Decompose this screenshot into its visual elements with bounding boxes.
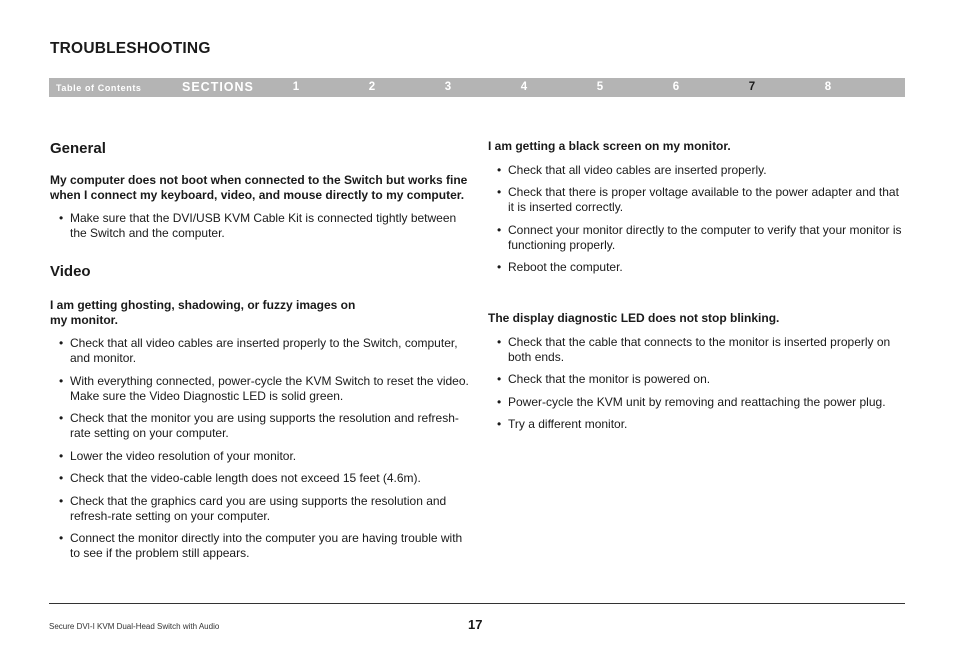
section-link-7[interactable]: 7 [748, 81, 756, 93]
general-heading: General [50, 140, 106, 157]
list-item: • Check that the monitor you are using supports the resolution and refresh-rate setting on your computer. [50, 411, 475, 441]
video-heading: Video [50, 263, 91, 280]
general-bullet-list [50, 211, 475, 241]
right-column [488, 139, 904, 440]
video-question-line-2: my monitor. [50, 312, 119, 327]
video-question-line-1: I am getting ghosting, shadowing, or fuzzy images on [50, 298, 356, 312]
list-item: • Check that the graphics card you are using supports the resolution and refresh-rate setting on your computer. [50, 494, 475, 524]
list-item: • Check that all video cables are inserted properly. [488, 163, 904, 178]
footer-divider [49, 603, 905, 604]
section-nav-bar [49, 78, 905, 97]
list-item: • Check that there is proper voltage available to the power adapter and that it is inserted correctly. [488, 185, 904, 215]
list-item: • Make sure that the DVI/USB KVM Cable Kit is connected tightly between the Switch and the computer. [50, 211, 475, 241]
video-question [50, 298, 475, 327]
list-item: • Reboot the computer. [488, 260, 904, 275]
list-item: • Check that the video-cable length does not exceed 15 feet (4.6m). [50, 471, 475, 486]
section-link-3[interactable]: 3 [444, 81, 452, 93]
general-question: My computer does not boot when connected to the Switch but works fine when I connect my keyboard, video, and mouse directly to my computer. [50, 173, 468, 202]
section-link-8[interactable]: 8 [824, 81, 832, 93]
section-link-1[interactable]: 1 [292, 81, 300, 93]
list-item: • Connect the monitor directly into the computer you are having trouble with to see if the problem still appears. [50, 531, 475, 561]
video-bullet-list [50, 336, 475, 561]
list-item: • With everything connected, power-cycle the KVM Switch to reset the video. Make sure the Video Diagnostic LED is solid green. [50, 374, 475, 404]
section-link-2[interactable]: 2 [368, 81, 376, 93]
section-link-6[interactable]: 6 [672, 81, 680, 93]
list-item: • Connect your monitor directly to the computer to verify that your monitor is functioning properly. [488, 223, 904, 253]
list-item: • Check that all video cables are inserted properly to the Switch, computer, and monitor. [50, 336, 475, 366]
page-number: 17 [468, 617, 483, 632]
list-item: • Check that the cable that connects to the monitor is inserted properly on both ends. [488, 335, 904, 365]
footer-product-name: Secure DVI-I KVM Dual-Head Switch with Audio [49, 622, 220, 631]
section-link-4[interactable]: 4 [520, 81, 528, 93]
page-title: TROUBLESHOOTING [50, 40, 211, 57]
led-blinking-question: The display diagnostic LED does not stop blinking. [488, 311, 780, 325]
list-item: • Check that the monitor is powered on. [488, 372, 904, 387]
list-item: • Lower the video resolution of your monitor. [50, 449, 475, 464]
black-screen-bullet-list [488, 163, 904, 276]
table-of-contents-link[interactable]: Table of Contents [56, 83, 142, 93]
left-column [50, 140, 475, 569]
list-item: • Try a different monitor. [488, 417, 904, 432]
led-blinking-bullet-list [488, 335, 904, 433]
sections-label: SECTIONS [182, 80, 254, 94]
list-item: • Power-cycle the KVM unit by removing and reattaching the power plug. [488, 395, 904, 410]
black-screen-question: I am getting a black screen on my monitor. [488, 139, 731, 153]
section-link-5[interactable]: 5 [596, 81, 604, 93]
